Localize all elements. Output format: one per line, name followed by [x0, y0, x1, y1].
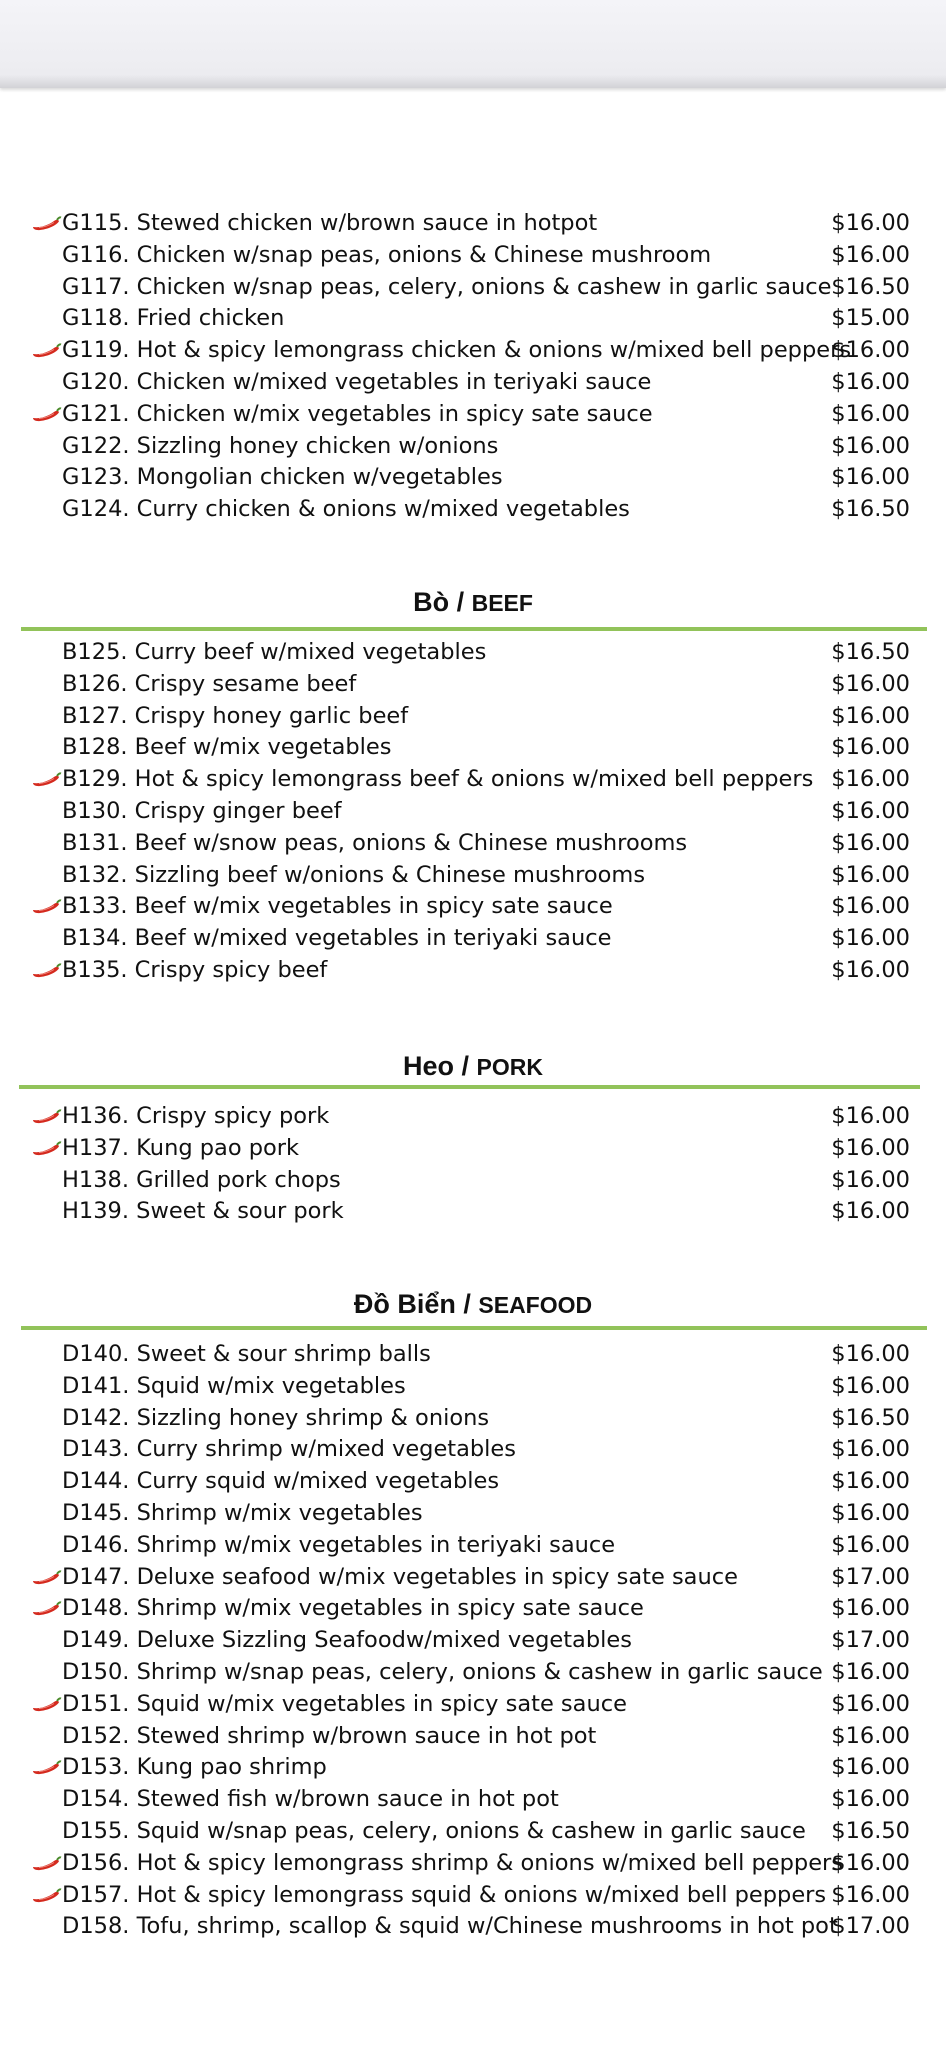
menu-item-price: $16.50 — [831, 1818, 910, 1844]
menu-item-price: $16.00 — [831, 210, 910, 236]
menu-item — [0, 1848, 946, 1878]
menu-item — [0, 637, 946, 667]
menu-item-name: H138. Grilled pork chops — [62, 1166, 341, 1193]
menu-item — [0, 303, 946, 333]
menu-item-price: $16.00 — [831, 337, 910, 364]
menu-item-price: $16.00 — [831, 1531, 910, 1558]
menu-item-name: D145. Shrimp w/mix vegetables — [62, 1500, 423, 1526]
menu-item-name: D154. Stewed fish w/brown sauce in hot pot — [62, 1786, 559, 1813]
menu-item-name: G120. Chicken w/mixed vegetables in teriyaki sauce — [62, 369, 652, 395]
menu-item — [0, 1562, 946, 1592]
chili-pepper-icon — [30, 215, 62, 231]
menu-item-price: $16.00 — [831, 432, 910, 459]
menu-item-price: $16.00 — [831, 1468, 910, 1495]
menu-item-name: D141. Squid w/mix vegetables — [62, 1372, 406, 1399]
menu-item-price: $16.00 — [831, 1341, 910, 1367]
menu-item — [0, 1530, 946, 1560]
menu-item-price: $16.00 — [831, 1103, 910, 1129]
menu-item-price: $16.00 — [831, 1690, 910, 1717]
menu-item-name: H139. Sweet & sour pork — [62, 1198, 344, 1225]
menu-item — [0, 1165, 946, 1195]
menu-item-price: $17.00 — [831, 1627, 910, 1654]
menu-item-price: $17.00 — [831, 1913, 910, 1940]
menu-item-price: $16.00 — [831, 1659, 910, 1685]
menu-item — [0, 462, 946, 492]
menu-item-name: D155. Squid w/snap peas, celery, onions & cashew in garlic sauce — [62, 1818, 806, 1844]
menu-item-name: B127. Crispy honey garlic beef — [62, 702, 409, 729]
menu-item-price: $16.00 — [831, 1198, 910, 1225]
menu-item — [0, 240, 946, 270]
menu-item-name: G123. Mongolian chicken w/vegetables — [62, 464, 503, 491]
chili-pepper-icon — [30, 962, 62, 978]
menu-item — [0, 1339, 946, 1369]
menu-item-name: D150. Shrimp w/snap peas, celery, onions & cashew in garlic sauce — [62, 1659, 823, 1685]
chili-pepper-icon — [30, 898, 62, 914]
chili-pepper-icon — [30, 1696, 62, 1712]
chili-pepper-icon — [30, 1855, 62, 1871]
heading-vietnamese: Đồ Biển / — [353, 1289, 479, 1319]
menu-item — [0, 272, 946, 302]
menu-item — [0, 1880, 946, 1910]
browser-top-bar — [0, 0, 946, 88]
section-heading-seafood — [0, 1287, 946, 1322]
menu-item — [0, 1371, 946, 1401]
menu-item — [0, 1752, 946, 1782]
menu-item-price: $16.00 — [831, 1881, 910, 1908]
menu-item-name: D158. Tofu, shrimp, scallop & squid w/Chinese mushrooms in hot pot — [62, 1913, 838, 1940]
menu-item — [0, 891, 946, 921]
menu-item-price: $16.00 — [831, 1595, 910, 1622]
menu-item-price: $16.00 — [831, 1722, 910, 1749]
menu-item-price: $16.50 — [831, 496, 910, 523]
chili-pepper-icon — [30, 771, 62, 787]
menu-item-price: $16.00 — [831, 957, 910, 983]
menu-item-name: B131. Beef w/snow peas, onions & Chinese mushrooms — [62, 829, 688, 856]
menu-item — [0, 1403, 946, 1433]
menu-item-name: D148. Shrimp w/mix vegetables in spicy sate sauce — [62, 1595, 644, 1622]
menu-item-name: D143. Curry shrimp w/mixed vegetables — [62, 1436, 516, 1463]
chili-pepper-icon — [30, 342, 62, 358]
menu-item — [0, 1784, 946, 1814]
menu-item-name: D152. Stewed shrimp w/brown sauce in hot pot — [62, 1722, 597, 1749]
menu-item-name: B128. Beef w/mix vegetables — [62, 734, 392, 761]
chili-pepper-icon — [30, 1569, 62, 1585]
menu-item — [0, 1133, 946, 1163]
menu-item — [0, 335, 946, 365]
menu-item-price: $16.00 — [831, 734, 910, 761]
menu-item-price: $16.50 — [831, 273, 910, 300]
menu-item-name: H137. Kung pao pork — [62, 1134, 300, 1161]
menu-item-price: $16.00 — [831, 1436, 910, 1463]
chili-pepper-icon — [30, 1140, 62, 1156]
menu-item — [0, 796, 946, 826]
heading-english: PORK — [476, 1054, 543, 1080]
menu-item-name: D156. Hot & spicy lemongrass shrimp & onions w/mixed bell peppers — [62, 1849, 844, 1876]
menu-item-price: $16.00 — [831, 1134, 910, 1161]
menu-item-price: $15.00 — [831, 305, 910, 332]
menu-item — [0, 701, 946, 731]
menu-item-name: G122. Sizzling honey chicken w/onions — [62, 432, 499, 459]
chili-pepper-icon — [30, 1600, 62, 1616]
menu-item — [0, 431, 946, 461]
menu-item — [0, 1101, 946, 1131]
menu-item-name: B135. Crispy spicy beef — [62, 957, 328, 983]
menu-item — [0, 669, 946, 699]
chili-pepper-icon — [30, 1108, 62, 1124]
menu-item-price: $16.00 — [831, 1754, 910, 1781]
heading-vietnamese: Bò / — [413, 587, 472, 617]
menu-item — [0, 828, 946, 858]
menu-item-price: $16.00 — [831, 893, 910, 920]
menu-item-price: $16.00 — [831, 829, 910, 856]
menu-item-name: B132. Sizzling beef w/onions & Chinese mushrooms — [62, 861, 646, 888]
menu-item — [0, 923, 946, 953]
menu-item — [0, 1593, 946, 1623]
menu-item-name: D147. Deluxe seafood w/mix vegetables in spicy sate sauce — [62, 1563, 738, 1590]
menu-item-price: $16.00 — [831, 464, 910, 491]
menu-item-price: $16.00 — [831, 670, 910, 697]
menu-item-name: G116. Chicken w/snap peas, onions & Chinese mushroom — [62, 241, 712, 268]
menu-item-name: G119. Hot & spicy lemongrass chicken & onions w/mixed bell peppers — [62, 337, 852, 364]
menu-item-price: $16.00 — [831, 1786, 910, 1813]
menu-item-name: B125. Curry beef w/mixed vegetables — [62, 639, 487, 665]
heading-vietnamese: Heo / — [403, 1051, 477, 1081]
menu-item-price: $16.00 — [831, 400, 910, 427]
menu-item-price: $16.00 — [831, 798, 910, 824]
menu-item-price: $16.00 — [831, 925, 910, 952]
menu-item-name: D146. Shrimp w/mix vegetables in teriyaki sauce — [62, 1531, 616, 1558]
menu-item-name: D151. Squid w/mix vegetables in spicy sate sauce — [62, 1690, 627, 1717]
menu-item-name: B133. Beef w/mix vegetables in spicy sate sauce — [62, 893, 613, 920]
menu-item — [0, 764, 946, 794]
menu-item-price: $16.50 — [831, 1404, 910, 1431]
menu-item — [0, 1196, 946, 1226]
menu-item — [0, 367, 946, 397]
menu-item-price: $16.00 — [831, 241, 910, 268]
heading-english: SEAFOOD — [478, 1292, 593, 1318]
menu-item-name: G118. Fried chicken — [62, 305, 285, 332]
menu-item-name: G117. Chicken w/snap peas, celery, onions & cashew in garlic sauce — [62, 273, 832, 300]
menu-item-name: B126. Crispy sesame beef — [62, 670, 357, 697]
menu-item-name: D144. Curry squid w/mixed vegetables — [62, 1468, 500, 1495]
menu-item — [0, 1816, 946, 1846]
section-heading-beef — [0, 585, 946, 620]
menu-item — [0, 1498, 946, 1528]
menu-item — [0, 208, 946, 238]
menu-item-name: D140. Sweet & sour shrimp balls — [62, 1341, 431, 1367]
menu-item-price: $16.00 — [831, 1372, 910, 1399]
menu-item-name: D157. Hot & spicy lemongrass squid & onions w/mixed bell peppers — [62, 1881, 827, 1908]
menu-item — [0, 1689, 946, 1719]
menu-item — [0, 1911, 946, 1941]
menu-item-name: G121. Chicken w/mix vegetables in spicy sate sauce — [62, 400, 653, 427]
menu-item-name: G115. Stewed chicken w/brown sauce in hotpot — [62, 210, 598, 236]
menu-item-name: B134. Beef w/mixed vegetables in teriyaki sauce — [62, 925, 612, 952]
menu-item — [0, 1625, 946, 1655]
menu-item-name: B129. Hot & spicy lemongrass beef & onions w/mixed bell peppers — [62, 766, 814, 793]
menu-item — [0, 494, 946, 524]
menu-item-name: G124. Curry chicken & onions w/mixed vegetables — [62, 496, 630, 523]
menu-item-price: $16.00 — [831, 369, 910, 395]
menu-item — [0, 732, 946, 762]
menu-item-price: $16.00 — [831, 702, 910, 729]
menu-item-price: $16.00 — [831, 1166, 910, 1193]
menu-item — [0, 955, 946, 985]
menu-item-price: $16.50 — [831, 639, 910, 665]
menu-item — [0, 860, 946, 890]
menu-item-price: $16.00 — [831, 1500, 910, 1526]
menu-item — [0, 1721, 946, 1751]
menu-item — [0, 1466, 946, 1496]
menu-item-price: $16.00 — [831, 1849, 910, 1876]
menu-item — [0, 399, 946, 429]
menu-item — [0, 1434, 946, 1464]
section-heading-pork — [0, 1049, 946, 1084]
menu-item-name: D142. Sizzling honey shrimp & onions — [62, 1404, 490, 1431]
menu-item-name: H136. Crispy spicy pork — [62, 1103, 330, 1129]
menu-item-name: D153. Kung pao shrimp — [62, 1754, 327, 1781]
section-divider — [21, 1326, 927, 1330]
chili-pepper-icon — [30, 1887, 62, 1903]
menu-item-price: $16.00 — [831, 861, 910, 888]
menu-item-name: D149. Deluxe Sizzling Seafoodw/mixed vegetables — [62, 1627, 632, 1654]
menu-item-price: $17.00 — [831, 1563, 910, 1590]
chili-pepper-icon — [30, 406, 62, 422]
menu-item-name: B130. Crispy ginger beef — [62, 798, 342, 824]
chili-pepper-icon — [30, 1759, 62, 1775]
heading-english: BEEF — [471, 590, 533, 616]
section-divider — [19, 1085, 920, 1089]
section-divider — [21, 627, 927, 631]
menu-item — [0, 1657, 946, 1687]
menu-item-price: $16.00 — [831, 766, 910, 793]
